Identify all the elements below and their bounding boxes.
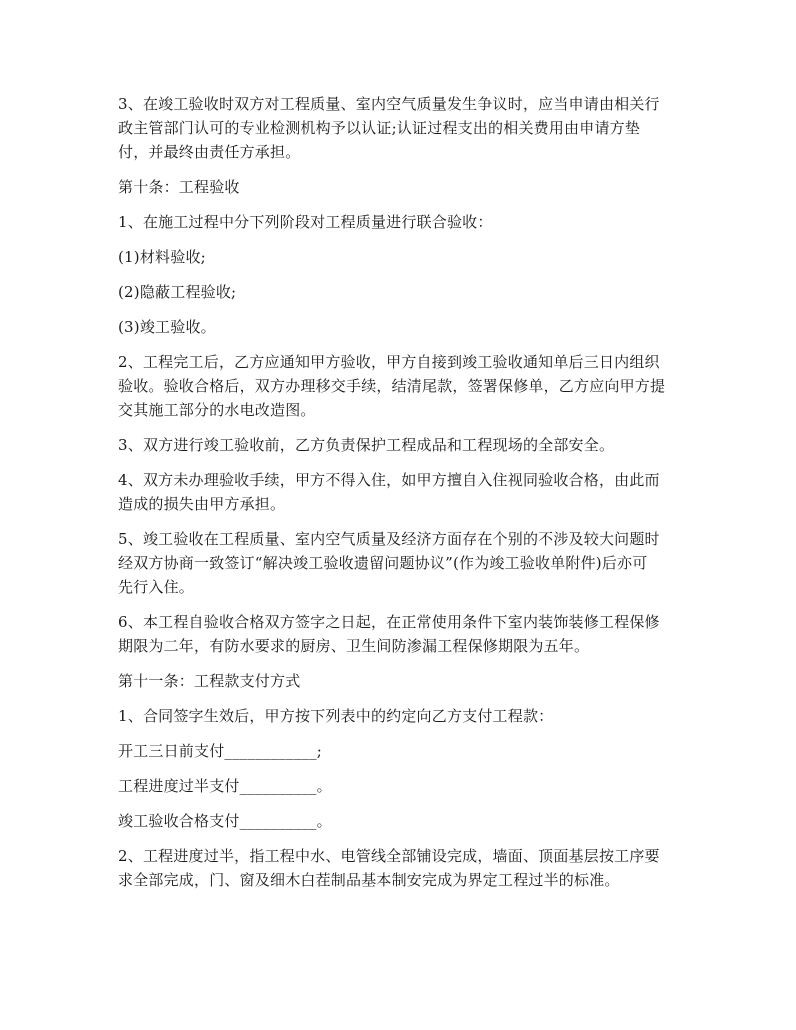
list-item-completion — [118, 315, 686, 339]
paragraph-3-dispute — [118, 92, 686, 164]
text-line: 工程进度过半支付__________。 — [118, 777, 332, 795]
text-line: 3、在竣工验收时双方对工程质量、室内空气质量发生争议时，应当申请由相关行 — [118, 95, 660, 113]
text-line: 造成的损失由甲方承担。 — [118, 495, 286, 513]
heading-text: 第十一条：工程款支付方式 — [118, 672, 301, 690]
payment-line-acceptance — [118, 809, 686, 833]
section-heading-article-10 — [118, 175, 686, 199]
text-line: 先行入住。 — [118, 578, 195, 596]
paragraph-1-joint-inspection — [118, 210, 686, 234]
text-line: 1、合同签字生效后，甲方按下列表中的约定向乙方支付工程款： — [118, 707, 554, 725]
text-line: 付，并最终由责任方承担。 — [118, 143, 301, 161]
text-line: 5、竣工验收在工程质量、室内空气质量及经济方面存在个别的不涉及较大问题时 — [118, 530, 660, 548]
paragraph-3-protection — [118, 433, 686, 457]
section-heading-article-11 — [118, 669, 686, 693]
text-line: 6、本工程自验收合格双方签字之日起，在正常使用条件下室内装饰装修工程保修 — [118, 613, 660, 631]
text-line: 3、双方进行竣工验收前，乙方负责保护工程成品和工程现场的全部安全。 — [118, 436, 615, 454]
paragraph-4-move-in — [118, 468, 686, 516]
paragraph-6-warranty — [118, 610, 686, 658]
paragraph-1-payment — [118, 704, 686, 728]
text-line: 1、在施工过程中分下列阶段对工程质量进行联合验收： — [118, 213, 493, 231]
text-line: 开工三日前支付____________; — [118, 742, 323, 760]
text-line: (3)竣工验收。 — [118, 318, 216, 336]
text-line: 4、双方未办理验收手续，甲方不得入住，如甲方擅自入住视同验收合格，由此而 — [118, 471, 660, 489]
paragraph-5-remaining-issues — [118, 527, 686, 599]
text-line: 竣工验收合格支付__________。 — [118, 812, 332, 830]
payment-line-start — [118, 739, 686, 763]
text-line: 经双方协商一致签订“解决竣工验收遗留问题协议”(作为竣工验收单附件)后亦可 — [118, 554, 648, 572]
text-line: 2、工程进度过半，指工程中水、电管线全部铺设完成，墙面、顶面基层按工序要 — [118, 847, 660, 865]
text-line: (1)材料验收; — [118, 248, 206, 266]
paragraph-2-halfway-definition — [118, 844, 686, 892]
text-line: 期限为二年，有防水要求的厨房、卫生间防渗漏工程保修期限为五年。 — [118, 637, 590, 655]
paragraph-2-completion-notice — [118, 350, 686, 422]
text-line: 2、工程完工后，乙方应通知甲方验收，甲方自接到竣工验收通知单后三日内组织 — [118, 353, 660, 371]
text-line: 验收。验收合格后，双方办理移交手续，结清尾款，签署保修单，乙方应向甲方提 — [118, 377, 666, 395]
heading-text: 第十条：工程验收 — [118, 178, 240, 196]
text-line: 政主管部门认可的专业检测机构予以认证;认证过程支出的相关费用由申请方垫 — [118, 119, 641, 137]
payment-line-halfway — [118, 774, 686, 798]
list-item-material — [118, 245, 686, 269]
list-item-concealed — [118, 280, 686, 304]
document-page — [118, 92, 686, 903]
text-line: 交其施工部分的水电改造图。 — [118, 401, 316, 419]
text-line: 求全部完成，门、窗及细木白茬制品基本制安完成为界定工程过半的标准。 — [118, 871, 620, 889]
text-line: (2)隐蔽工程验收; — [118, 283, 237, 301]
